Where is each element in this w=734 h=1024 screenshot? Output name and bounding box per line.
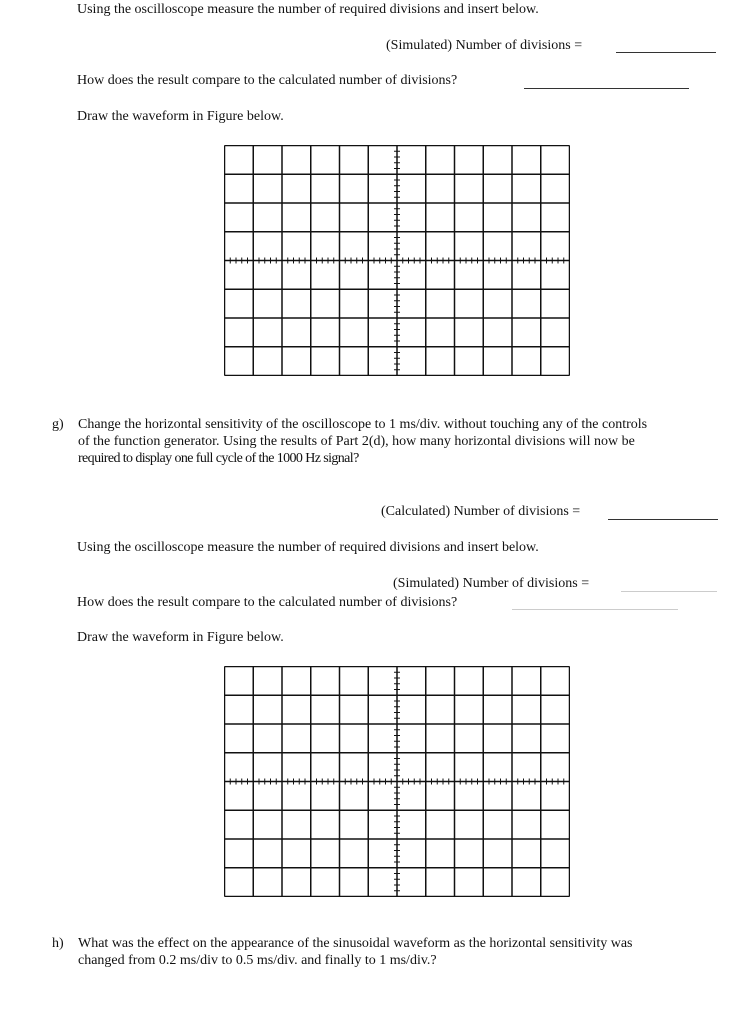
h-marker: h) — [52, 936, 64, 951]
f-compare-answer-blank[interactable] — [524, 88, 689, 89]
g-calculated-answer-blank[interactable] — [608, 519, 718, 520]
g-draw-instruction: Draw the waveform in Figure below. — [77, 630, 284, 645]
oscilloscope-grid-1[interactable] — [224, 145, 570, 376]
g-calculated-label: (Calculated) Number of divisions = — [381, 504, 581, 519]
f-measure-instruction: Using the oscilloscope measure the number of required divisions and insert below. — [77, 2, 539, 17]
g-question-line-2: of the function generator. Using the results of Part 2(d), how many horizontal divisions will now be — [78, 434, 635, 449]
h-question-line-2: changed from 0.2 ms/div to 0.5 ms/div. and finally to 1 ms/div.? — [78, 953, 437, 968]
g-question-line-3: required to display one full cycle of the 1000 Hz signal? — [78, 451, 359, 466]
grid-svg — [224, 145, 570, 376]
oscilloscope-grid-2[interactable] — [224, 666, 570, 897]
g-question-line-1: Change the horizontal sensitivity of the oscilloscope to 1 ms/div. without touching any of the controls — [78, 417, 648, 432]
g-marker: g) — [52, 417, 64, 432]
f-draw-instruction: Draw the waveform in Figure below. — [77, 109, 284, 124]
h-question-line-1: What was the effect on the appearance of the sinusoidal waveform as the horizontal sensitivity was — [78, 936, 633, 951]
g-compare-question: How does the result compare to the calculated number of divisions? — [77, 595, 458, 610]
g-simulated-answer-blank[interactable] — [621, 591, 717, 592]
g-compare-answer-blank[interactable] — [512, 609, 678, 610]
g-simulated-label: (Simulated) Number of divisions = — [393, 576, 590, 591]
f-simulated-label: (Simulated) Number of divisions = — [386, 38, 583, 53]
grid-svg — [224, 666, 570, 897]
f-compare-question: How does the result compare to the calculated number of divisions? — [77, 73, 458, 88]
f-simulated-answer-blank[interactable] — [616, 52, 716, 53]
g-measure-instruction: Using the oscilloscope measure the number of required divisions and insert below. — [77, 540, 539, 555]
